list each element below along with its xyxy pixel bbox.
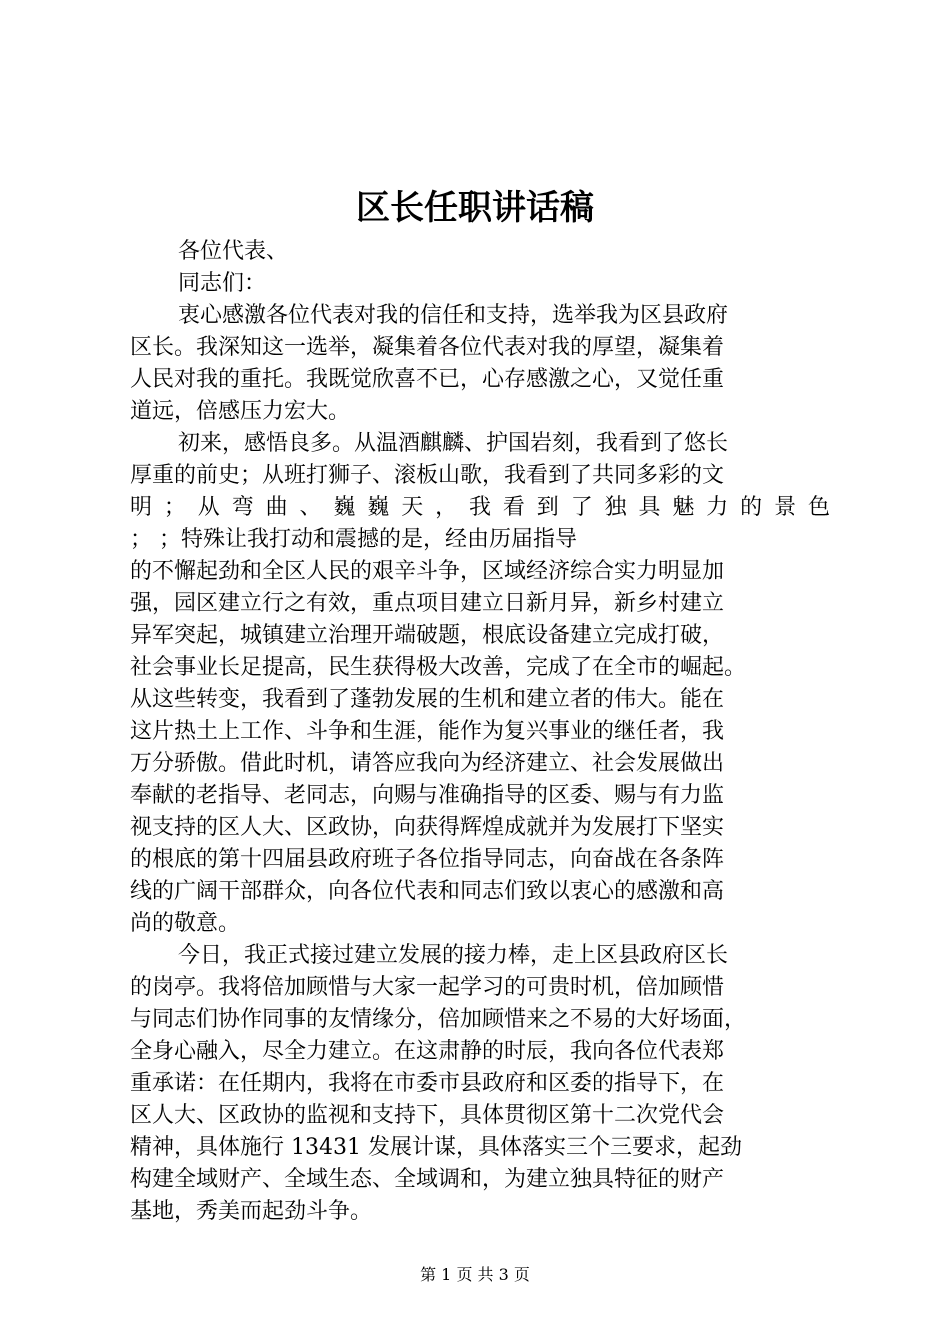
- text-line: 视支持的区人大、区政协，向获得辉煌成就并为发展打下坚实: [130, 815, 725, 840]
- text-line: 与同志们协作同事的友情缘分，倍加顾惜来之不易的大好场面，: [130, 1007, 747, 1032]
- document-title: 区长任职讲话稿: [356, 188, 594, 228]
- text-line: 异军突起，城镇建立治理开端破题，根底设备建立完成打破，: [130, 623, 725, 648]
- text-line: 基地，秀美而起劲斗争。: [130, 1199, 373, 1224]
- text-line: 各位代表、: [178, 239, 289, 264]
- text-line: 区人大、区政协的监视和支持下，具体贯彻区第十二次党代会: [130, 1103, 725, 1128]
- text-line: ； ；特殊让我打动和震撼的是，经由历届指导: [130, 527, 577, 552]
- text-line: 奉献的老指导、老同志，向赐与准确指导的区委、赐与有力监: [130, 783, 725, 808]
- text-line: 厚重的前史；从班打狮子、滚板山歌，我看到了共同多彩的文: [130, 463, 725, 488]
- text-line: 今日，我正式接过建立发展的接力棒，走上区县政府区长: [178, 943, 729, 968]
- text-line: 构建全域财产、全域生态、全域调和，为建立独具特征的财产: [130, 1167, 725, 1192]
- text-line: 全身心融入，尽全力建立。在这肃静的时辰，我向各位代表郑: [130, 1039, 725, 1064]
- page-footer: 第 1 页 共 3 页: [420, 1265, 530, 1284]
- text-line: 衷心感激各位代表对我的信任和支持，选举我为区县政府: [178, 303, 729, 328]
- text-line: 社会事业长足提高，民生获得极大改善，完成了在全市的崛起。: [130, 655, 747, 680]
- text-line: 重承诺：在任期内，我将在市委市县政府和区委的指导下，在: [130, 1071, 725, 1096]
- document-body: [130, 236, 830, 1228]
- text-line: 尚的敬意。: [130, 911, 241, 936]
- text-line: 线的广阔干部群众，向各位代表和同志们致以衷心的感激和高: [130, 879, 725, 904]
- text-line: 同志们：: [178, 271, 267, 296]
- text-line: 道远，倍感压力宏大。: [130, 399, 351, 424]
- text-line: 精神，具体施行 13431 发展计谋，具体落实三个三要求，起劲: [130, 1135, 742, 1160]
- text-line: 人民对我的重托。我既觉欣喜不已，心存感激之心，又觉任重: [130, 367, 725, 392]
- text-line: 万分骄傲。借此时机，请答应我向为经济建立、社会发展做出: [130, 751, 725, 776]
- text-line: 从这些转变，我看到了蓬勃发展的生机和建立者的伟大。能在: [130, 687, 725, 712]
- text-line: 的不懈起劲和全区人民的艰辛斗争，区域经济综合实力明显加: [130, 559, 725, 584]
- text-line: 的根底的第十四届县政府班子各位指导同志，向奋战在各条阵: [130, 847, 725, 872]
- text-line: 初来，感悟良多。从温酒麒麟、护国岩刻，我看到了悠长: [178, 431, 729, 456]
- text-line: 明；从弯曲、巍巍天，我看到了独具魅力的景色: [130, 495, 830, 520]
- text-line: 这片热土上工作、斗争和生涯，能作为复兴事业的继任者，我: [130, 719, 725, 744]
- text-line: 的岗亭。我将倍加顾惜与大家一起学习的可贵时机，倍加顾惜: [130, 975, 725, 1000]
- text-line: 强，园区建立行之有效，重点项目建立日新月异，新乡村建立: [130, 591, 725, 616]
- text-line: 区长。我深知这一选举，凝集着各位代表对我的厚望，凝集着: [130, 335, 725, 360]
